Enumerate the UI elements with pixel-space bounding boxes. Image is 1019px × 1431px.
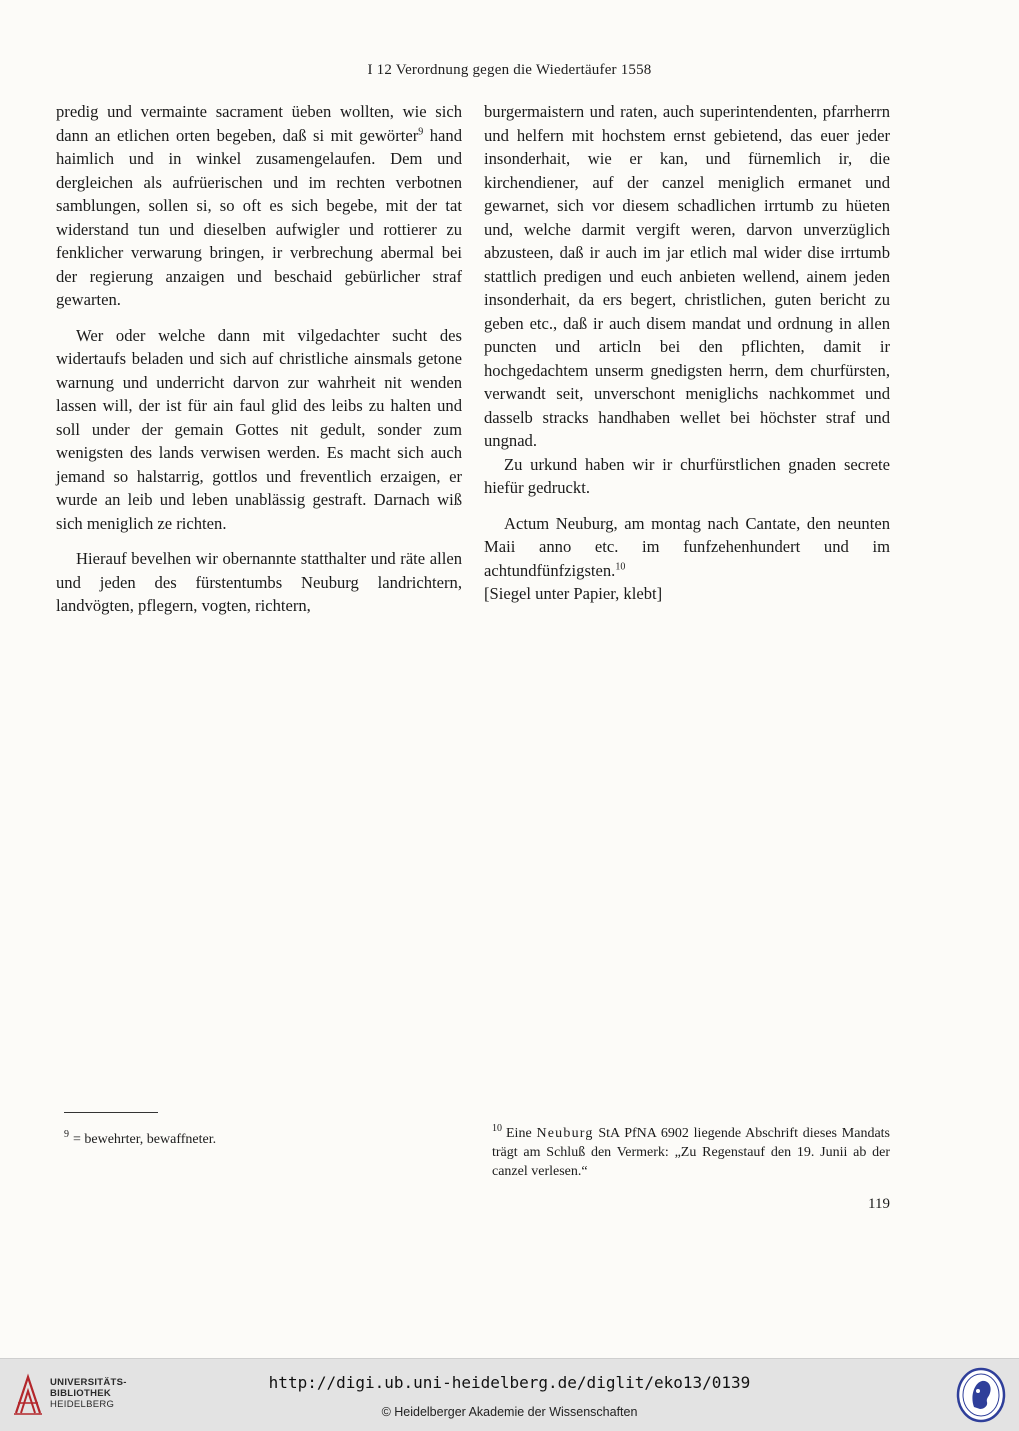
- footnote-9: $^9$ = bewehrter, bewaffneter.: [64, 1129, 217, 1147]
- footnote-divider: [64, 1112, 158, 1113]
- viewer-footer: [0, 1358, 1019, 1431]
- right-column: [484, 100, 890, 606]
- right-paragraph-4: [Siegel unter Papier, klebt]: [484, 584, 663, 603]
- left-paragraph-1: predig und vermainte sacrament üeben wollten, wie sich dann an etlichen orten begeben, daß si mit gewörter$^9$ hand haimlich und in winkel zusamengelaufen. Dem und dergleichen als aufrüerischen und im rechten verbotnen samblungen, sollen si, so oft es sich begebe, mit der tat widerstand tun und dieselben aufwigler und rottierer zu fenklicher verwarung bringen, ir verbrechung abermal bei der regierung anzaigen und beschaid gebürlicher straf gewarten.: [56, 102, 463, 309]
- permalink-url[interactable]: http://digi.ub.uni-heidelberg.de/diglit/eko13/0139: [268, 1373, 751, 1392]
- left-paragraph-3: Hierauf bevelhen wir obernannte statthalter und räte allen und jeden des fürstentumbs Neuburg landrichtern, landvögten, pflegern, vogten, richtern,: [56, 549, 462, 615]
- copyright-notice: © Heidelberger Akademie der Wissenschaften: [381, 1405, 638, 1419]
- left-column: [56, 100, 462, 618]
- right-paragraph-1: burgermaistern und raten, auch superintendenten, pfarrherrn und helfern mit hochstem ernst gebietend, das euer jeder insonderhait, wie er kan, und fürnemlich ir, die kirchendiener, auf der canzel meniglich ermanet und gewarnet, sich vor diesem schadlichen irrtumb zu hüeten und, welche darmit vergift weren, darvon unverzüglich abzusteen, daß ir auch im jar etlich mal wider dise irrtumb stattlich predigen und euch anbieten wellend, ainem jeden insonderhait, da ers begert, christlichen, guten bericht zu geben etc., daß ir auch disem mandat und ordnung in allen puncten und articln bei den pflichten, damit ir hochgedachtem unserm gnedigsten herrn, dem churfürsten, verwandt seit, unverschont meniglichs nachkommet und dasselb stracks handhaben wellet bei höchster straf und ungnad.: [484, 102, 890, 450]
- footnote-10: $^{10}$ Eine Neuburg StA PfNA 6902 liegende Abschrift dieses Mandats trägt am Schluß den Vermerk: „Zu Regenstauf den 19. Junii ab der canzel verlesen.“: [492, 1123, 890, 1179]
- library-logo-text: UNIVERSITÄTS- BIBLIOTHEK HEIDELBERG: [50, 1377, 127, 1410]
- running-head: I 12 Verordnung gegen die Wiedertäufer 1558: [367, 62, 652, 78]
- right-paragraph-3: Actum Neuburg, am montag nach Cantate, den neunten Maii anno etc. im funfzehenhundert und im achtundfünfzigsten.$^{10}$: [484, 513, 890, 580]
- right-paragraph-2: Zu urkund haben wir ir churfürstlichen gnaden secrete hiefür gedruckt.: [484, 454, 890, 497]
- page-number: 119: [868, 1196, 890, 1212]
- left-paragraph-2: Wer oder welche dann mit vilgedachter sucht des widertaufs beladen und sich auf christliche ainsmals getone warnung und underricht darvon zur wahrheit nit wenden lassen will, der ist für ain faul glid des leibs zu halten und soll under der gemain Gottes nit gedult, sonder zum wenigsten des lands verwisen werden. Es macht sich auch jemand so halstarrig, gottlos und freventlich erzaigen, er wurde an leib und leben unablässig gestraft. Darnach wiß sich meniglich ze richten.: [56, 325, 462, 533]
- footnote-ref-9[interactable]: 9: [418, 125, 424, 137]
- academy-seal-icon[interactable]: [956, 1367, 1006, 1423]
- footnote-ref-10[interactable]: 10: [615, 560, 626, 572]
